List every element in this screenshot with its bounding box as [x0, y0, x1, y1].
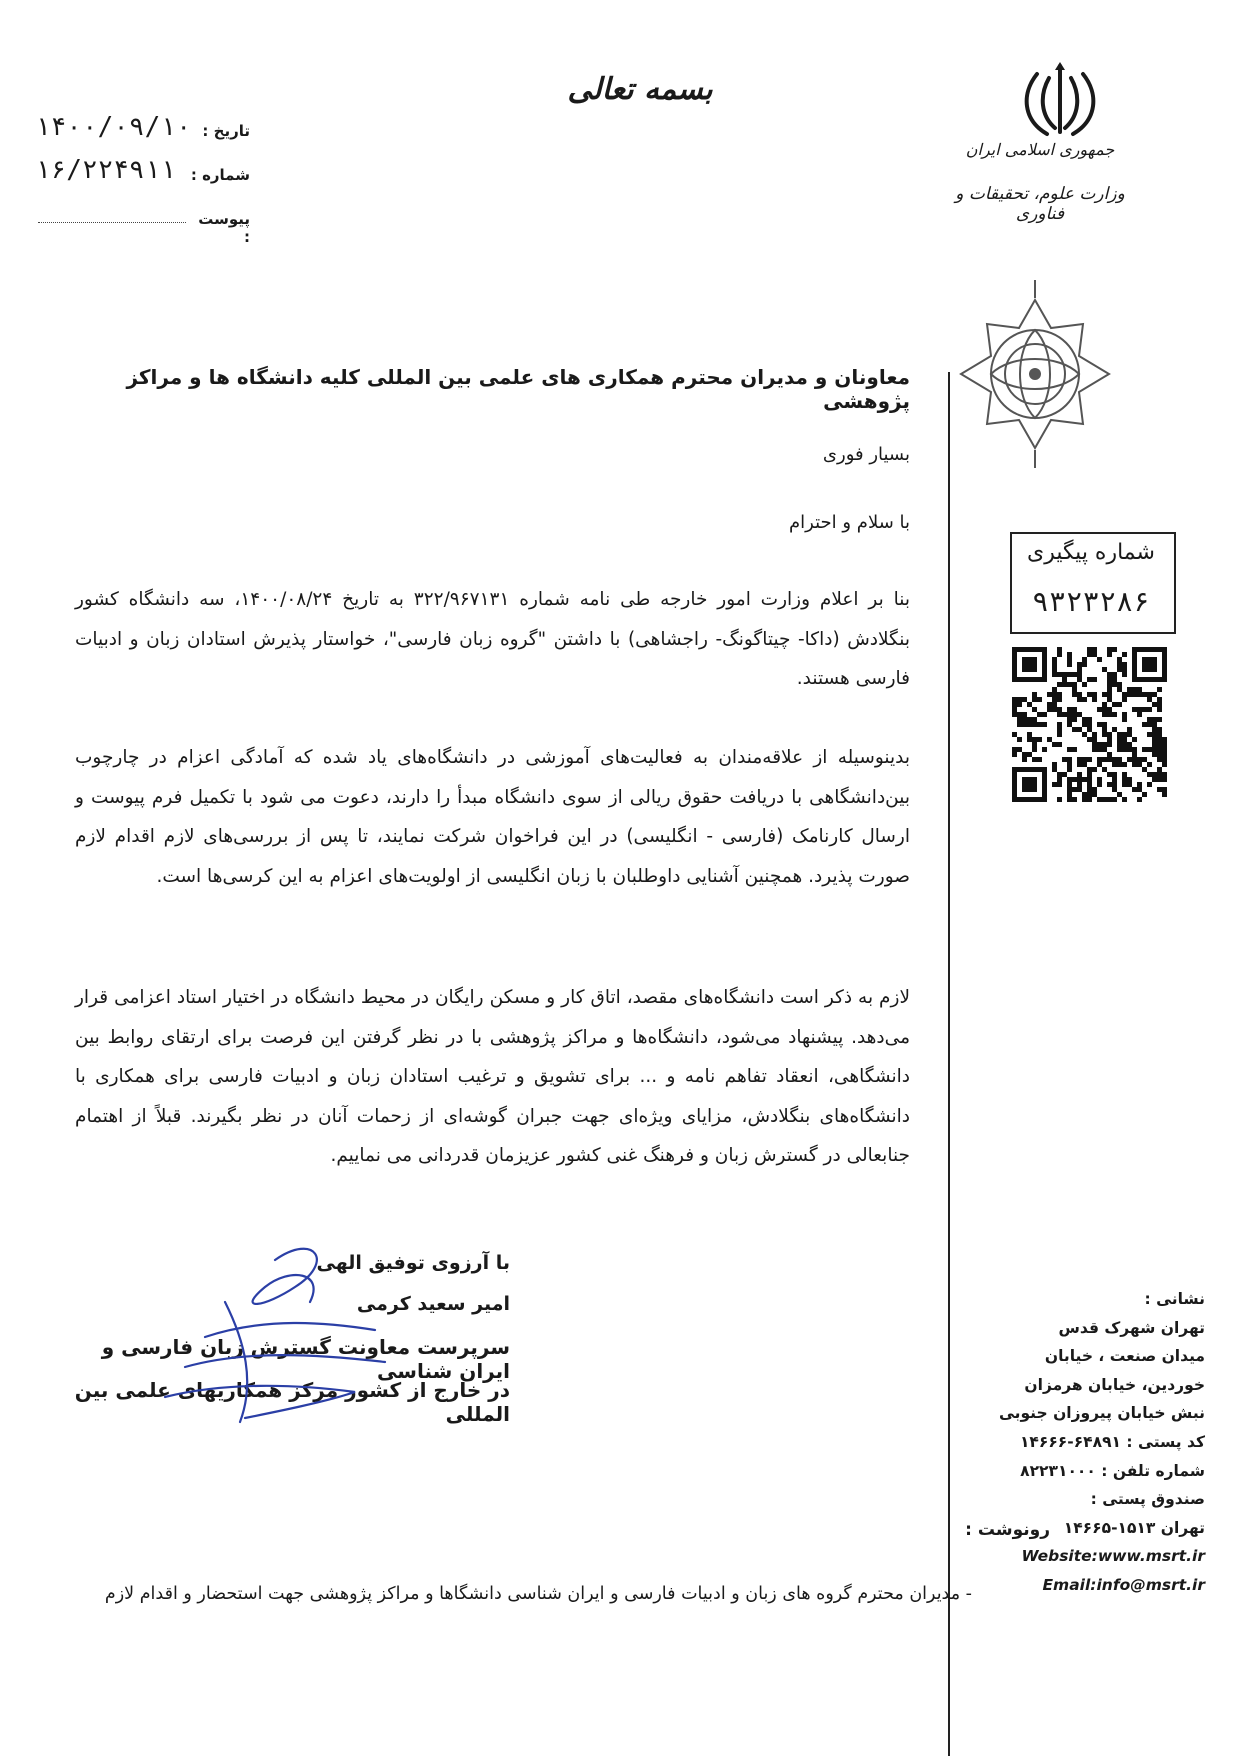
address-line-2: میدان صنعت ، خیابان [1044, 1347, 1205, 1366]
pobox-label: صندوق پستی : [1090, 1490, 1205, 1509]
tracking-number: ۹۳۲۳۲۸۶ [1031, 585, 1150, 618]
tracking-label: شماره پیگیری [1027, 540, 1155, 565]
ornament-icon [955, 280, 1115, 468]
email-link[interactable]: Email:info@msrt.ir [1042, 1575, 1205, 1594]
addressee: معاونان و مدیران محترم همکاری های علمی بین المللی کلیه دانشگاه ها و مراکز پژوهشی [126, 365, 910, 413]
address-line-1: تهران شهرک قدس [1058, 1318, 1205, 1337]
phone-number: شماره تلفن : ۸۲۲۳۱۰۰۰ [1020, 1461, 1205, 1480]
signer-name: امیر سعید کرمی [356, 1293, 510, 1315]
number-label: شماره : [190, 166, 250, 184]
number-value: ۱۶/۲۲۴۹۱۱ [35, 155, 176, 185]
date-label: تاریخ : [202, 122, 250, 140]
cc-recipients: - مدیران محترم گروه های زبان و ادبیات فارسی و ایران شناسی دانشگاها و مراکز پژوهشی جهت استحضار و اقدام لازم [104, 1584, 972, 1604]
org-line-2: وزارت علوم، تحقیقات و فناوری [955, 184, 1125, 224]
date-value: ۱۴۰۰/۰۹/۱۰ [35, 112, 192, 142]
address-line-3: خوردین، خیابان هرمزان [1024, 1375, 1205, 1394]
urgency-note: بسیار فوری [822, 444, 910, 465]
bismillah: بسمه تعالی [567, 72, 713, 107]
cc-label: رونوشت : [965, 1520, 1050, 1540]
org-line-1: جمهوری اسلامی ایران [965, 140, 1115, 159]
greeting: با سلام و احترام [789, 512, 910, 533]
signature-closing: با آرزوی توفیق الهی [316, 1252, 510, 1274]
body-paragraph-2: بدینوسیله از علاقه‌مندان به فعالیت‌های آموزشی در دانشگاه‌های یاد شده که آمادگی اعزام در چارچوب بین‌دانشگاهی با دریافت حقوق ریالی از سوی دانشگاه مبدأ را دارند، دعوت می شود با تکمیل فرم پیوست و ارسال کارنامک (فارسی - انگلیسی) در این فراخوان شرکت نمایند، تا پس از بررسی‌های لازم اقدام لازم صورت پذیرد. همچنین آشنایی داوطلبان با زبان انگلیسی از اولویت‌های اعزام به این کرسی‌ها است. [75, 747, 910, 887]
attachment-label: پیوست : [198, 210, 250, 246]
qr-code-icon [1012, 647, 1167, 802]
handwritten-signature [125, 1232, 425, 1432]
address-block [980, 1285, 1205, 1600]
website-link[interactable]: Website:www.msrt.ir [1021, 1547, 1205, 1566]
attachment-line [38, 222, 186, 223]
body-paragraph-1: بنا بر اعلام وزارت امور خارجه طی نامه شماره ۳۲۲/۹۶۷۱۳۱ به تاریخ ۱۴۰۰/۰۸/۲۴، سه دانشگاه کشور بنگلادش (داکا- چیتاگونگ- راجشاهی) با داشتن "گروه زبان فارسی"، خواستار پذیرش استادان زبان و ادبیات فارسی هستند. [75, 589, 910, 689]
iran-emblem-icon [1015, 62, 1105, 142]
postal-code: کد پستی : ۶۴۸۹۱-۱۴۶۶۶ [1019, 1432, 1205, 1451]
address-heading: نشانی : [1144, 1290, 1205, 1308]
pobox-value: تهران ۱۵۱۳-۱۴۶۶۵ [1063, 1518, 1205, 1537]
margin-divider [948, 372, 950, 1756]
signer-title-2: در خارج از کشور مرکز همکاریهای علمی بین المللی [74, 1378, 510, 1426]
body-paragraph-3: لازم به ذکر است دانشگاه‌های مقصد، اتاق کار و مسکن رایگان در محیط دانشگاه در اختیار استاد اعزامی قرار می‌دهد. پیشنهاد می‌شود، دانشگاه‌ها و مراکز پژوهشی با در نظر گرفتن این فرصت برای ارتقای روابط بین دانشگاهی، انعقاد تفاهم نامه و ... برای تشویق و ترغیب استادان زبان و ادبیات فارسی برای همکاری با دانشگاه‌های بنگلادش، مزایای ویژه‌ای جهت جبران گوشه‌ای از زحمات آنان در نظر بگیرند. قبلاً از اهتمام جنابعالی در گسترش زبان و فرهنگ غنی کشور عزیزمان قدردانی می نماییم. [75, 987, 910, 1166]
address-line-4: نبش خیابان پیروزان جنوبی [998, 1404, 1205, 1423]
signer-title-1: سرپرست معاونت گسترش زبان فارسی و ایران شناسی [101, 1335, 510, 1383]
